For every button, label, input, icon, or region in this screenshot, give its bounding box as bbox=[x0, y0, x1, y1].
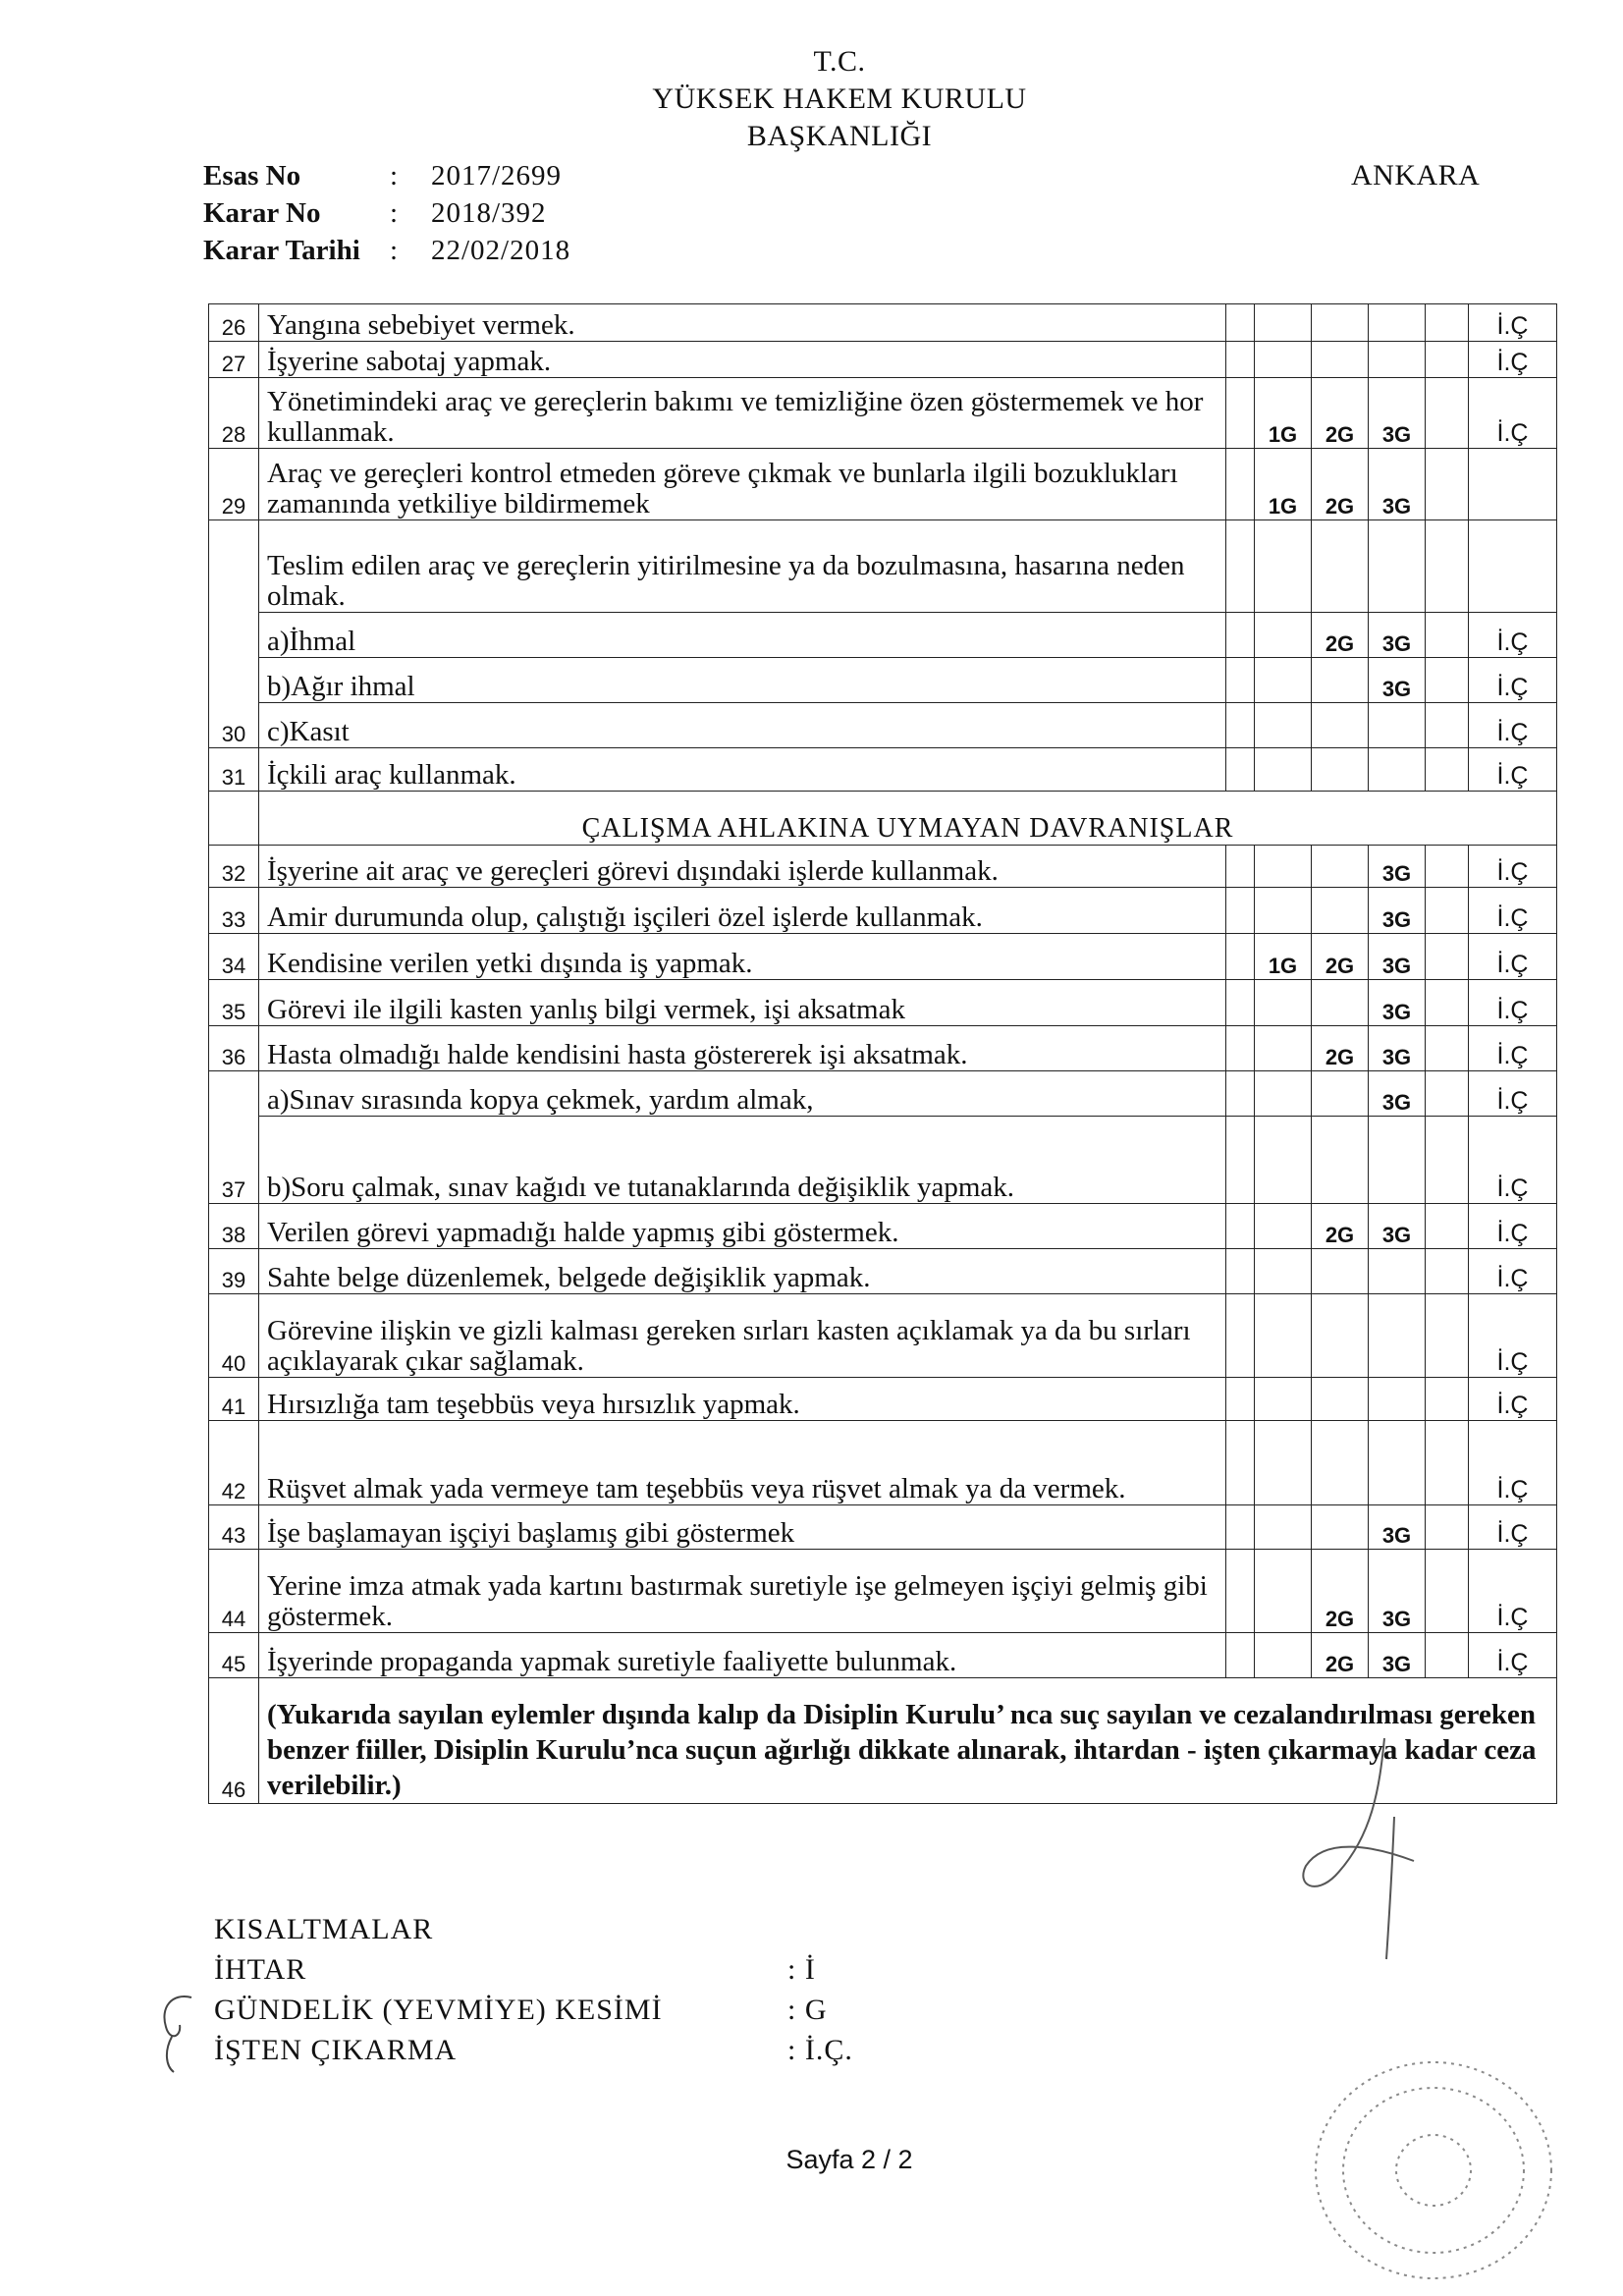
row-description: Amir durumunda olup, çalıştığı işçileri özel işlerde kullanmak. bbox=[259, 888, 1226, 934]
penalty-1g bbox=[1255, 1505, 1312, 1550]
header-presidency: BAŞKANLIĞI bbox=[746, 120, 933, 152]
penalty-dismissal: İ.Ç bbox=[1469, 1026, 1557, 1071]
abbreviation-name: İŞTEN ÇIKARMA bbox=[214, 2034, 458, 2066]
table-row bbox=[209, 1071, 1557, 1117]
penalty-3g: 3G bbox=[1369, 613, 1426, 658]
row-description: İşe başlamayan işçiyi başlamış gibi göstermek bbox=[259, 1505, 1226, 1550]
penalty-1g bbox=[1255, 1378, 1312, 1421]
penalty-3g bbox=[1369, 748, 1426, 792]
penalty-2g: 2G bbox=[1312, 613, 1369, 658]
penalty-dismissal: İ.Ç bbox=[1469, 1550, 1557, 1633]
abbreviations-title: KISALTMALAR bbox=[214, 1913, 434, 1945]
row-number: 39 bbox=[209, 1249, 259, 1294]
colon: : bbox=[390, 160, 399, 191]
row-number: 29 bbox=[209, 449, 259, 520]
penalty-2g bbox=[1312, 1117, 1369, 1204]
header-tc: T.C. bbox=[813, 45, 866, 78]
abbreviation-item bbox=[214, 1949, 853, 1990]
row-description: Verilen görevi yapmadığı halde yapmış gibi göstermek. bbox=[259, 1204, 1226, 1249]
penalty-3g bbox=[1369, 1421, 1426, 1505]
penalty-3g: 3G bbox=[1369, 1550, 1426, 1633]
abbreviations bbox=[214, 1909, 853, 2070]
penalty-1g bbox=[1255, 980, 1312, 1026]
row-description: Görevine ilişkin ve gizli kalması gereken sırları kasten açıklamak ya da bu sırları açıklayarak çıkar sağlamak. bbox=[259, 1294, 1226, 1378]
row-description: c)Kasıt bbox=[259, 703, 1226, 748]
penalty-3g: 3G bbox=[1369, 888, 1426, 934]
tarih-label: Karar Tarihi bbox=[203, 235, 360, 266]
row-number: 43 bbox=[209, 1505, 259, 1550]
row-description: a)Sınav sırasında kopya çekmek, yardım almak, bbox=[259, 1071, 1226, 1117]
penalty-3g: 3G bbox=[1369, 1505, 1426, 1550]
row-number: 42 bbox=[209, 1421, 259, 1505]
header-institution: YÜKSEK HAKEM KURULU bbox=[652, 82, 1027, 115]
table-row bbox=[209, 1117, 1557, 1204]
penalty-1g: 1G bbox=[1255, 449, 1312, 520]
penalty-2g bbox=[1312, 1421, 1369, 1505]
penalty-dismissal: İ.Ç bbox=[1469, 342, 1557, 378]
page-number: Sayfa 2 / 2 bbox=[785, 2145, 913, 2174]
section-row bbox=[209, 792, 1557, 846]
penalty-3g bbox=[1369, 1294, 1426, 1378]
penalty-2g bbox=[1312, 304, 1369, 342]
penalty-3g bbox=[1369, 304, 1426, 342]
penalty-dismissal: İ.Ç bbox=[1469, 1117, 1557, 1204]
penalty-2g: 2G bbox=[1312, 934, 1369, 980]
penalty-1g bbox=[1255, 1026, 1312, 1071]
penalty-1g bbox=[1255, 304, 1312, 342]
penalty-dismissal: İ.Ç bbox=[1469, 1633, 1557, 1678]
penalty-2g: 2G bbox=[1312, 1550, 1369, 1633]
penalty-2g: 2G bbox=[1312, 1204, 1369, 1249]
row-description: Teslim edilen araç ve gereçlerin yitirilmesine ya da bozulmasına, hasarına neden olmak. bbox=[259, 520, 1226, 613]
penalty-2g bbox=[1312, 1249, 1369, 1294]
penalty-dismissal: İ.Ç bbox=[1469, 658, 1557, 703]
penalty-1g: 1G bbox=[1255, 378, 1312, 449]
table-row bbox=[209, 703, 1557, 748]
penalty-2g bbox=[1312, 1505, 1369, 1550]
row-description: İçkili araç kullanmak. bbox=[259, 748, 1226, 792]
section-title: ÇALIŞMA AHLAKINA UYMAYAN DAVRANIŞLAR bbox=[259, 792, 1557, 846]
penalty-2g bbox=[1312, 846, 1369, 888]
document-header bbox=[0, 43, 1623, 155]
penalty-2g bbox=[1312, 520, 1369, 613]
abbreviation-code: : İ bbox=[787, 1953, 816, 1986]
penalty-2g: 2G bbox=[1312, 378, 1369, 449]
penalty-2g bbox=[1312, 1378, 1369, 1421]
table-row bbox=[209, 1204, 1557, 1249]
row-number: 28 bbox=[209, 378, 259, 449]
table-row bbox=[209, 658, 1557, 703]
colon: : bbox=[390, 197, 399, 229]
city-label: ANKARA bbox=[1351, 159, 1481, 191]
penalty-3g: 3G bbox=[1369, 846, 1426, 888]
row-number: 36 bbox=[209, 1026, 259, 1071]
row-number: 35 bbox=[209, 980, 259, 1026]
row-number: 37 bbox=[209, 1071, 259, 1204]
row-description: Yönetimindeki araç ve gereçlerin bakımı ve temizliğine özen göstermemek ve hor kullanmak. bbox=[259, 378, 1226, 449]
penalty-3g bbox=[1369, 342, 1426, 378]
row-number: 45 bbox=[209, 1633, 259, 1678]
penalty-dismissal: İ.Ç bbox=[1469, 613, 1557, 658]
penalty-dismissal: İ.Ç bbox=[1469, 1505, 1557, 1550]
signature-mark bbox=[1276, 1728, 1434, 1964]
table-row bbox=[209, 520, 1557, 613]
table-row bbox=[209, 1378, 1557, 1421]
penalty-2g bbox=[1312, 748, 1369, 792]
esas-label: Esas No bbox=[203, 160, 301, 191]
row-description: İşyerine ait araç ve gereçleri görevi dışındaki işlerde kullanmak. bbox=[259, 846, 1226, 888]
penalty-3g: 3G bbox=[1369, 449, 1426, 520]
initial-mark bbox=[152, 1988, 201, 2076]
penalty-2g bbox=[1312, 888, 1369, 934]
penalty-3g bbox=[1369, 1249, 1426, 1294]
row-description: Rüşvet almak yada vermeye tam teşebbüs veya rüşvet almak ya da vermek. bbox=[259, 1421, 1226, 1505]
penalty-dismissal: İ.Ç bbox=[1469, 1204, 1557, 1249]
row-number: 30 bbox=[209, 520, 259, 748]
esas-row bbox=[203, 157, 570, 194]
row-description: Görevi ile ilgili kasten yanlış bilgi vermek, işi aksatmak bbox=[259, 980, 1226, 1026]
penalty-1g bbox=[1255, 1117, 1312, 1204]
table-row bbox=[209, 1505, 1557, 1550]
table-row bbox=[209, 1294, 1557, 1378]
row-number: 33 bbox=[209, 888, 259, 934]
penalty-2g bbox=[1312, 703, 1369, 748]
row-description: Araç ve gereçleri kontrol etmeden göreve çıkmak ve bunlarla ilgili bozuklukları zamanında yetkiliye bildirmemek bbox=[259, 449, 1226, 520]
penalty-dismissal: İ.Ç bbox=[1469, 748, 1557, 792]
penalty-1g bbox=[1255, 520, 1312, 613]
row-description: Yangına sebebiyet vermek. bbox=[259, 304, 1226, 342]
penalty-1g bbox=[1255, 658, 1312, 703]
case-metadata bbox=[203, 157, 570, 269]
penalty-2g bbox=[1312, 658, 1369, 703]
general-note: (Yukarıda sayılan eylemler dışında kalıp da Disiplin Kurulu’ nca suç sayılan ve cezalandırılması gereken benzer fiiller, Disiplin Kurulu’nca suçun ağırlığı dikkate alınarak, ihtardan - işten çıkarmaya kadar ceza verilebilir.) bbox=[259, 1678, 1557, 1804]
table-row bbox=[209, 888, 1557, 934]
row-number: 32 bbox=[209, 846, 259, 888]
table-row bbox=[209, 1633, 1557, 1678]
table-row bbox=[209, 846, 1557, 888]
table-row bbox=[209, 1026, 1557, 1071]
table-row bbox=[209, 934, 1557, 980]
table-row bbox=[209, 378, 1557, 449]
penalty-2g: 2G bbox=[1312, 449, 1369, 520]
penalty-3g bbox=[1369, 1378, 1426, 1421]
penalty-3g: 3G bbox=[1369, 980, 1426, 1026]
table-row bbox=[209, 342, 1557, 378]
abbreviation-item bbox=[214, 2030, 853, 2070]
penalty-dismissal: İ.Ç bbox=[1469, 378, 1557, 449]
penalty-dismissal: İ.Ç bbox=[1469, 304, 1557, 342]
penalty-3g: 3G bbox=[1369, 1633, 1426, 1678]
penalty-dismissal: İ.Ç bbox=[1469, 1421, 1557, 1505]
tarih-value: 22/02/2018 bbox=[431, 235, 571, 266]
penalty-3g bbox=[1369, 1117, 1426, 1204]
row-number: 27 bbox=[209, 342, 259, 378]
penalty-1g bbox=[1255, 1633, 1312, 1678]
abbreviation-item bbox=[214, 1990, 853, 2030]
table-row bbox=[209, 1249, 1557, 1294]
penalty-3g: 3G bbox=[1369, 1204, 1426, 1249]
penalty-1g bbox=[1255, 1249, 1312, 1294]
row-description: Sahte belge düzenlemek, belgede değişiklik yapmak. bbox=[259, 1249, 1226, 1294]
colon: : bbox=[390, 235, 399, 266]
row-description: a)İhmal bbox=[259, 613, 1226, 658]
row-number: 41 bbox=[209, 1378, 259, 1421]
tarih-row bbox=[203, 232, 570, 269]
table-row bbox=[209, 1421, 1557, 1505]
penalty-dismissal: İ.Ç bbox=[1469, 1249, 1557, 1294]
table-row bbox=[209, 1550, 1557, 1633]
penalty-dismissal bbox=[1469, 520, 1557, 613]
penalty-dismissal: İ.Ç bbox=[1469, 1378, 1557, 1421]
karar-value: 2018/392 bbox=[431, 197, 547, 229]
table-row bbox=[209, 613, 1557, 658]
row-description: Hasta olmadığı halde kendisini hasta göstererek işi aksatmak. bbox=[259, 1026, 1226, 1071]
penalty-3g: 3G bbox=[1369, 378, 1426, 449]
row-description: b)Ağır ihmal bbox=[259, 658, 1226, 703]
penalty-1g bbox=[1255, 613, 1312, 658]
row-number: 40 bbox=[209, 1294, 259, 1378]
row-description: İşyerinde propaganda yapmak suretiyle faaliyette bulunmak. bbox=[259, 1633, 1226, 1678]
penalty-2g bbox=[1312, 980, 1369, 1026]
abbreviation-code: : İ.Ç. bbox=[787, 2034, 853, 2066]
penalty-2g: 2G bbox=[1312, 1026, 1369, 1071]
penalty-2g: 2G bbox=[1312, 1633, 1369, 1678]
penalty-3g bbox=[1369, 703, 1426, 748]
penalty-dismissal: İ.Ç bbox=[1469, 1071, 1557, 1117]
row-number: 31 bbox=[209, 748, 259, 792]
penalty-1g: 1G bbox=[1255, 934, 1312, 980]
penalty-3g: 3G bbox=[1369, 934, 1426, 980]
table-row bbox=[209, 748, 1557, 792]
row-number: 46 bbox=[209, 1678, 259, 1804]
karar-row bbox=[203, 194, 570, 232]
row-description: Hırsızlığa tam teşebbüs veya hırsızlık yapmak. bbox=[259, 1378, 1226, 1421]
row-number: 34 bbox=[209, 934, 259, 980]
penalty-3g: 3G bbox=[1369, 1071, 1426, 1117]
abbreviation-name: İHTAR bbox=[214, 1953, 307, 1986]
row-description: Yerine imza atmak yada kartını bastırmak suretiyle işe gelmeyen işçiyi gelmiş gibi göstermek. bbox=[259, 1550, 1226, 1633]
penalty-1g bbox=[1255, 748, 1312, 792]
penalty-dismissal: İ.Ç bbox=[1469, 703, 1557, 748]
penalty-3g: 3G bbox=[1369, 658, 1426, 703]
penalty-2g bbox=[1312, 1294, 1369, 1378]
penalty-1g bbox=[1255, 888, 1312, 934]
row-description: Kendisine verilen yetki dışında iş yapmak. bbox=[259, 934, 1226, 980]
penalty-dismissal: İ.Ç bbox=[1469, 934, 1557, 980]
table-row bbox=[209, 304, 1557, 342]
penalty-dismissal: İ.Ç bbox=[1469, 1294, 1557, 1378]
row-number: 38 bbox=[209, 1204, 259, 1249]
penalty-3g: 3G bbox=[1369, 1026, 1426, 1071]
row-description: b)Soru çalmak, sınav kağıdı ve tutanaklarında değişiklik yapmak. bbox=[259, 1117, 1226, 1204]
abbreviation-name: GÜNDELİK (YEVMİYE) KESİMİ bbox=[214, 1994, 663, 2026]
penalty-2g bbox=[1312, 1071, 1369, 1117]
penalty-1g bbox=[1255, 342, 1312, 378]
row-description: İşyerine sabotaj yapmak. bbox=[259, 342, 1226, 378]
penalty-2g bbox=[1312, 342, 1369, 378]
row-number: 44 bbox=[209, 1550, 259, 1633]
penalty-1g bbox=[1255, 1421, 1312, 1505]
penalty-dismissal: İ.Ç bbox=[1469, 846, 1557, 888]
penalty-dismissal bbox=[1469, 449, 1557, 520]
karar-label: Karar No bbox=[203, 197, 321, 229]
table-row bbox=[209, 980, 1557, 1026]
esas-value: 2017/2699 bbox=[431, 160, 563, 191]
row-number: 26 bbox=[209, 304, 259, 342]
table-row bbox=[209, 449, 1557, 520]
penalty-3g bbox=[1369, 520, 1426, 613]
penalty-1g bbox=[1255, 703, 1312, 748]
penalty-dismissal: İ.Ç bbox=[1469, 888, 1557, 934]
penalty-1g bbox=[1255, 1204, 1312, 1249]
penalty-1g bbox=[1255, 1294, 1312, 1378]
abbreviation-code: : G bbox=[787, 1994, 828, 2026]
penalty-dismissal: İ.Ç bbox=[1469, 980, 1557, 1026]
penalty-table bbox=[208, 303, 1557, 1804]
penalty-1g bbox=[1255, 1550, 1312, 1633]
penalty-1g bbox=[1255, 846, 1312, 888]
penalty-1g bbox=[1255, 1071, 1312, 1117]
